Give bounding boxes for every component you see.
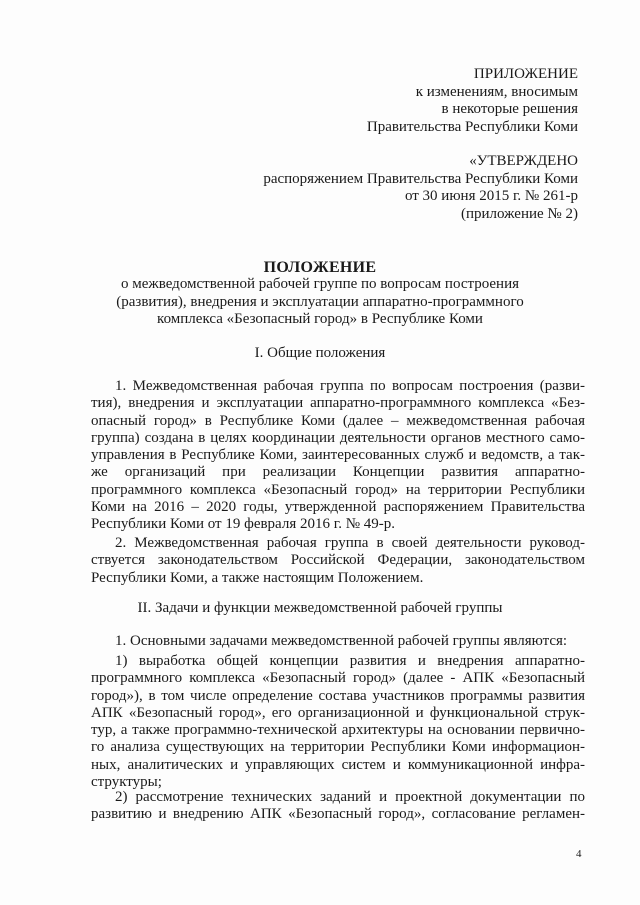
text-line: развитию и внедрению АПК «Безопасный город», согласование регламен- [91,806,585,823]
approved-title: «УТВЕРЖДЕНО [469,153,578,169]
text-line: 1. Межведомственная рабочая группа по вопросам построения (разви- [115,378,585,394]
text-line: же организаций при реализации Концепции развития аппаратно- [91,464,585,481]
text-line: программного комплекса «Безопасный город» (далее - АПК «Безопасный [91,670,585,687]
text-line: управления в Республике Коми, заинтересованных служб и ведомств, а так- [91,447,585,464]
text-line: группа) создана в целях координации деятельности органов местного само- [91,429,585,446]
list-item [91,653,585,791]
text-line: го анализа существующих на территории Республики Коми информацион- [91,739,585,756]
text-line: ствуется законодательством Российской Федерации, законодательством [91,552,585,569]
subtitle-line: комплекса «Безопасный город» в Республике Коми [157,311,483,327]
text-line: 1) выработка общей концепции развития и внедрения аппаратно- [115,653,585,669]
approved-line: (приложение № 2) [460,205,578,222]
appendix-line: к изменениям, вносимым [415,83,578,100]
text-line: Республики Коми от 19 февраля 2016 г. № 49-р. [91,516,395,533]
appendix-header [367,66,578,136]
text-line: 2) рассмотрение технических заданий и проектной документации по [115,789,585,805]
appendix-title: ПРИЛОЖЕНИЕ [473,66,578,82]
section-heading: II. Задачи и функции межведомственной рабочей группы [137,600,503,616]
document-title: ПОЛОЖЕНИЕ [263,259,377,276]
paragraph [91,535,585,587]
text-line: 1. Основными задачами межведомственной рабочей группы являются: [115,633,568,649]
paragraph [91,378,585,534]
appendix-line: в некоторые решения [441,101,578,117]
section-heading: I. Общие положения [254,345,386,361]
text-line: тур, а также программно-технической архитектуры на основании первично- [91,722,585,739]
text-line: 2. Межведомственная рабочая группа в своей деятельности руковод- [115,535,585,551]
list-item [91,789,585,824]
paragraph [91,633,585,650]
text-line: опасный город» в Республике Коми (далее – межведомственная рабочая [91,412,585,429]
approved-line: от 30 июня 2015 г. № 261-р [404,188,578,204]
approval-stamp-text [263,153,578,223]
text-line: Коми на 2016 – 2020 годы, утвержденной распоряжением Правительства [91,499,585,516]
subtitle-line: о межведомственной рабочей группе по вопросам построения [120,276,520,292]
text-line: Республики Коми, а также настоящим Положением. [91,569,424,586]
text-line: АПК «Безопасный город», его организационной и функциональной струк- [91,704,585,721]
appendix-line: Правительства Республики Коми [366,118,578,135]
text-line: тия), внедрения и эксплуатации аппаратно-программного комплекса «Без- [91,395,585,412]
text-line: структуры; [91,774,162,791]
text-line: ных, аналитических и управляющих систем и коммуникационной инфра- [91,756,585,773]
text-line: программного комплекса «Безопасный город» на территории Республики [91,481,585,498]
text-line: город»), в том числе определение состава участников программы развития [91,687,585,704]
document-subtitle [0,276,640,329]
approved-line: распоряжением Правительства Республики Коми [263,170,578,187]
subtitle-line: (развития), внедрения и эксплуатации аппаратно-программного [116,293,524,310]
page-number: 4 [576,848,582,860]
